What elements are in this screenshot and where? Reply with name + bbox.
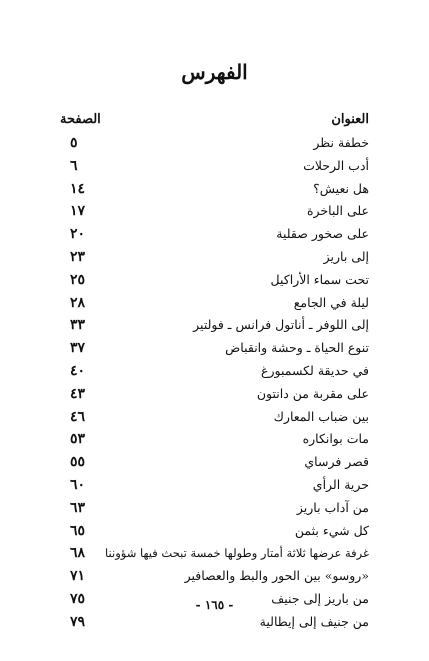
toc-entry-title: خطفة نظر <box>313 135 369 150</box>
toc-entry <box>70 292 369 315</box>
toc-entry <box>70 223 369 246</box>
toc-entry-title: تحت سماء الأراكيل <box>270 271 369 287</box>
toc-entry <box>70 155 369 178</box>
toc-entry-title: «روسو» بين الحور والبط والعصافير <box>184 568 369 584</box>
toc-entry-page: ٢٥ <box>70 271 86 288</box>
toc-entry-page: ٤٣ <box>70 385 86 402</box>
toc-entry-page: ٦٨ <box>70 545 86 562</box>
page-column-header: الصفحة <box>60 112 101 127</box>
toc-entry <box>70 246 369 269</box>
toc-entry-page: ٤٦ <box>70 408 86 425</box>
toc-entry-page: ٢٨ <box>70 294 86 311</box>
toc-entry-title: قصر فرساي <box>304 454 369 470</box>
toc-entry <box>70 360 369 383</box>
toc-entry-title: غرفة عرضها ثلاثة أمتار وطولها خمسة تبحث فيها شؤوننا <box>105 546 369 561</box>
toc-entry-title: من جنيف إلى إيطالية <box>259 613 369 629</box>
toc-entry <box>70 451 369 474</box>
toc-entry-page: ٤٠ <box>70 362 86 379</box>
toc-entry <box>70 383 369 406</box>
title-column-header: العنوان <box>331 112 369 127</box>
toc-entry-page: ٢٣ <box>70 248 86 265</box>
toc-entry-page: ٥٣ <box>70 431 86 448</box>
toc-entry-page: ٦ <box>70 157 78 174</box>
toc-entry-title: أدب الرحلات <box>303 157 369 173</box>
toc-entry-title: حرية الرأي <box>312 476 369 492</box>
toc-entry-title: على صخور صقلية <box>276 226 369 242</box>
toc-entry <box>70 565 369 588</box>
toc-entry <box>70 406 369 429</box>
toc-entry-page: ٦٣ <box>70 499 86 516</box>
toc-entry <box>70 520 369 543</box>
toc-entry-title: ليلة في الجامع <box>293 294 369 310</box>
toc-entry-page: ٣٣ <box>70 317 86 334</box>
page-number: - ١٦٥ - <box>195 598 234 612</box>
toc-entry <box>70 337 369 360</box>
toc-entry-title: تنوع الحياة ـ وحشة وانقباض <box>225 340 369 356</box>
toc-entry-page: ٧١ <box>70 568 86 585</box>
toc-entry <box>70 178 369 201</box>
toc-entry <box>70 497 369 520</box>
toc-entry-title: إلى باريز <box>323 248 369 264</box>
toc-entry-page: ١٤ <box>70 180 86 197</box>
toc-entry <box>70 542 369 565</box>
page-title: الفهرس <box>181 60 248 84</box>
toc-entry-title: في حديقة لكسمبورغ <box>261 362 369 378</box>
toc-entry-title: على الباخرة <box>306 203 369 219</box>
toc-entry <box>70 132 369 155</box>
toc-list <box>70 132 369 634</box>
toc-entry-title: إلى اللوفر ـ أناتول فرانس ـ فولتير <box>193 317 369 333</box>
toc-entry-page: ٧٩ <box>70 613 86 630</box>
toc-entry-title: من آداب باريز <box>296 499 369 515</box>
toc-entry-title: هل نعيش؟ <box>313 180 369 196</box>
toc-entry-page: ٣٧ <box>70 340 86 357</box>
toc-entry <box>70 428 369 451</box>
toc-header <box>60 112 369 132</box>
toc-entry-page: ٢٠ <box>70 226 86 243</box>
toc-entry <box>70 611 369 634</box>
toc-entry-page: ٧٥ <box>70 590 86 607</box>
toc-entry-title: بين ضباب المعارك <box>273 408 369 424</box>
toc-entry-title: مات بوانكاره <box>302 431 369 447</box>
toc-entry-page: ٥٥ <box>70 454 86 471</box>
toc-entry <box>70 269 369 292</box>
toc-entry <box>70 200 369 223</box>
toc-entry-title: من باريز إلى جنيف <box>271 590 369 606</box>
toc-entry <box>70 314 369 337</box>
toc-entry-page: ٥ <box>70 135 78 151</box>
toc-entry-page: ٦٥ <box>70 522 86 539</box>
toc-entry-page: ٦٠ <box>70 476 86 493</box>
toc-entry <box>70 474 369 497</box>
toc-entry-title: على مقربة من دانتون <box>256 385 369 401</box>
toc-entry-title: كل شيء بثمن <box>294 522 369 538</box>
toc-entry-page: ١٧ <box>70 203 86 220</box>
